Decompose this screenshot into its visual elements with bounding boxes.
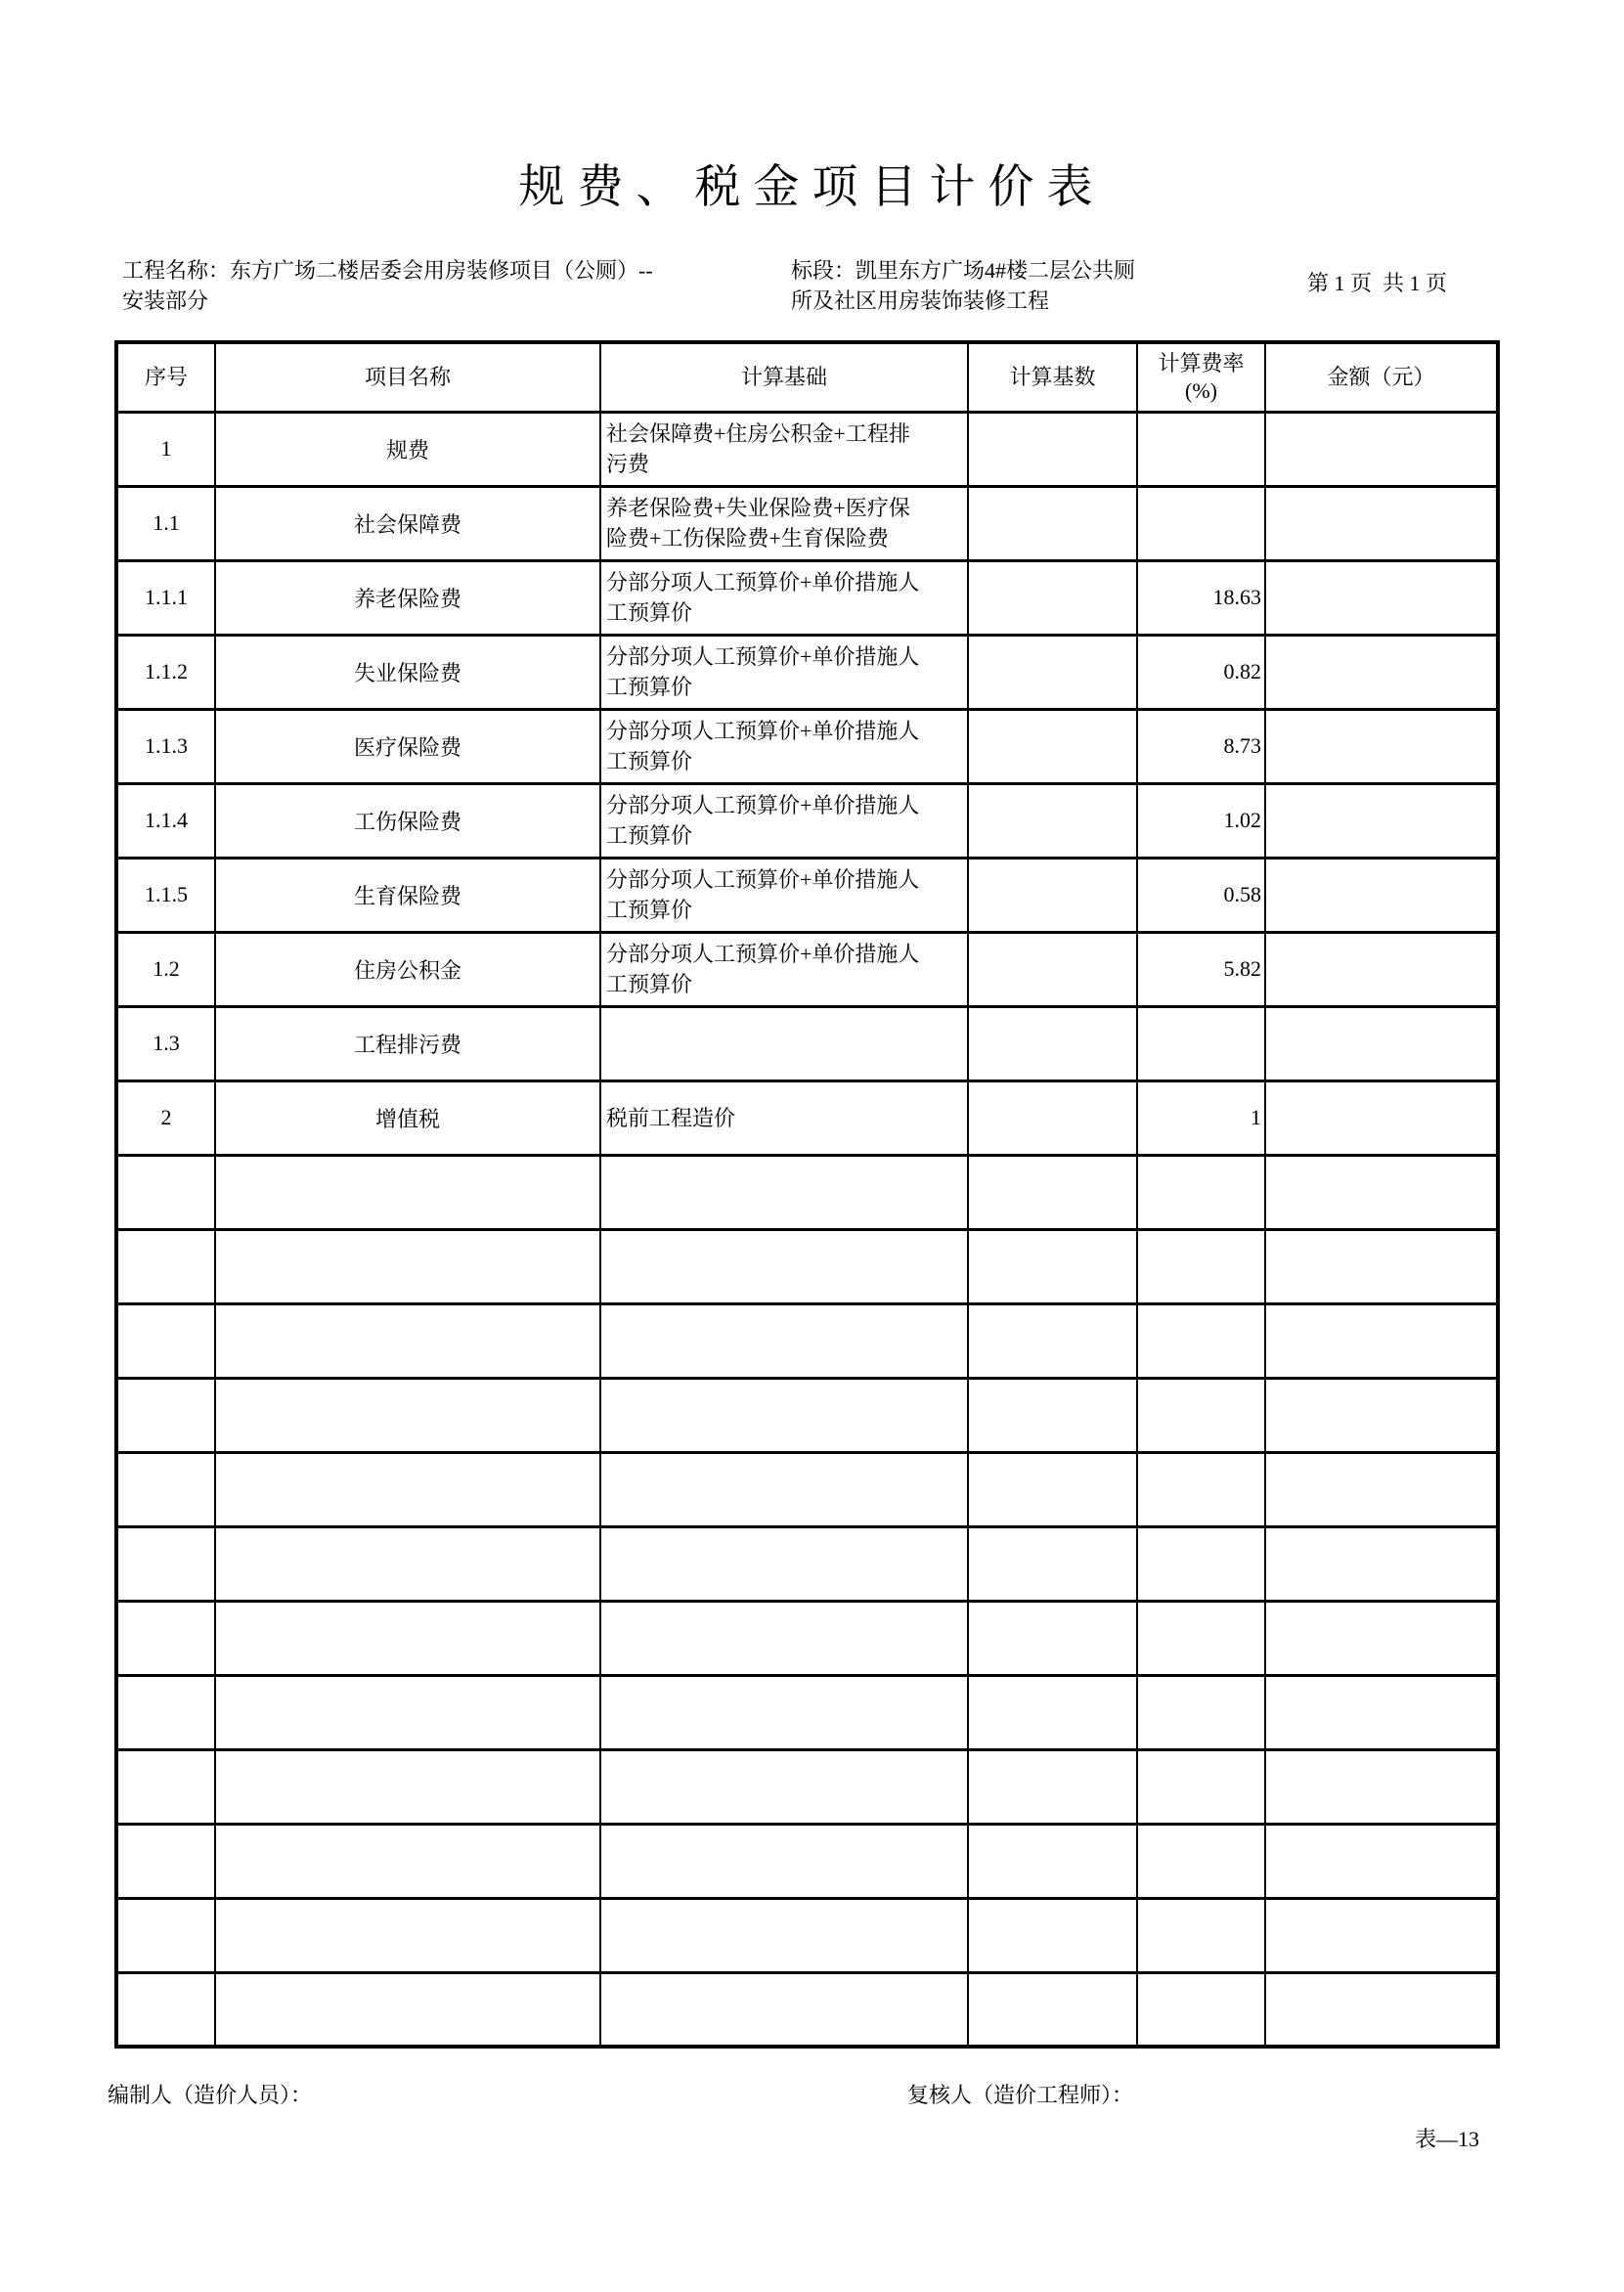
cell-calc-base: [968, 1824, 1137, 1898]
reviewer-label: 复核人（造价工程师）：: [907, 2083, 1134, 2107]
cell-calc-base: [968, 709, 1137, 783]
cell-seq-no: [116, 1972, 215, 2047]
cell-item-name: 社会保障费: [215, 486, 600, 560]
cell-seq-no: [116, 1601, 215, 1675]
cell-amount: [1265, 1080, 1498, 1155]
cell-item-name: 养老保险费: [215, 560, 600, 635]
table-row: [116, 1378, 1498, 1452]
cell-seq-no: [116, 1898, 215, 1972]
page-title: 规费、税金项目计价表: [518, 162, 1106, 213]
cell-amount: [1265, 1601, 1498, 1675]
table-row: [116, 1303, 1498, 1378]
cell-calc-base: [968, 858, 1137, 932]
fee-tax-pricing-table: [114, 340, 1500, 2049]
cell-rate: 0.82: [1137, 635, 1265, 709]
cell-calc-basis: [600, 932, 968, 1006]
cell-calc-base: [968, 1601, 1137, 1675]
cell-amount: [1265, 1526, 1498, 1601]
cell-rate: 18.63: [1137, 560, 1265, 635]
cell-calc-basis: [600, 783, 968, 858]
cell-calc-basis: [600, 560, 968, 635]
cell-calc-base: [968, 1006, 1137, 1080]
cell-calc-basis-text: 税前工程造价: [606, 1105, 736, 1130]
cell-item-name: [215, 1601, 600, 1675]
cell-seq-no: [116, 1452, 215, 1526]
cell-rate: 1.02: [1137, 783, 1265, 858]
table-row: [116, 1824, 1498, 1898]
cell-item-name: [215, 1229, 600, 1303]
cell-item-name: 医疗保险费: [215, 709, 600, 783]
cell-calc-base: [968, 1749, 1137, 1824]
table-row: [116, 1080, 1498, 1155]
table-body: [116, 412, 1498, 2047]
cell-item-name: [215, 1378, 600, 1452]
cell-item-name: [215, 1749, 600, 1824]
project-name-label: 工程名称：东方广场二楼居委会用房装修项目（公厕）--安装部分: [122, 258, 653, 313]
cell-seq-no: 1.1.4: [116, 783, 215, 858]
cell-calc-basis-text: 分部分项人工预算价+单价措施人工预算价: [606, 570, 920, 625]
cell-rate: [1137, 1749, 1265, 1824]
cell-item-name: [215, 1898, 600, 1972]
col-header-amount: 金额（元）: [1265, 342, 1498, 412]
cell-amount: [1265, 1155, 1498, 1229]
col-header-calc-basis: 计算基础: [600, 342, 968, 412]
cell-amount: [1265, 932, 1498, 1006]
cell-rate: 5.82: [1137, 932, 1265, 1006]
cell-amount: [1265, 412, 1498, 486]
cell-calc-basis-text: 分部分项人工预算价+单价措施人工预算价: [606, 942, 920, 996]
cell-amount: [1265, 709, 1498, 783]
table-row: [116, 1006, 1498, 1080]
cell-seq-no: 2: [116, 1080, 215, 1155]
cell-calc-base: [968, 412, 1137, 486]
cell-item-name: 规费: [215, 412, 600, 486]
cell-calc-base: [968, 1155, 1137, 1229]
cell-seq-no: [116, 1824, 215, 1898]
col-header-rate: [1137, 342, 1265, 412]
cell-seq-no: [116, 1303, 215, 1378]
cell-item-name: 工程排污费: [215, 1006, 600, 1080]
cell-calc-base: [968, 1378, 1137, 1452]
cell-item-name: 工伤保险费: [215, 783, 600, 858]
cell-calc-basis-text: 分部分项人工预算价+单价措施人工预算价: [606, 719, 920, 773]
cell-rate: [1137, 1378, 1265, 1452]
cell-calc-basis-text: 分部分项人工预算价+单价措施人工预算价: [606, 867, 920, 922]
table-row: [116, 1675, 1498, 1749]
cell-amount: [1265, 560, 1498, 635]
table-row: [116, 932, 1498, 1006]
table-row: [116, 412, 1498, 486]
cell-calc-basis: [600, 1601, 968, 1675]
cell-seq-no: 1.1.2: [116, 635, 215, 709]
cell-calc-base: [968, 783, 1137, 858]
col-header-calc-base: 计算基数: [968, 342, 1137, 412]
cell-amount: [1265, 1303, 1498, 1378]
cell-amount: [1265, 1749, 1498, 1824]
cell-item-name: [215, 1675, 600, 1749]
cell-calc-basis: [600, 858, 968, 932]
cell-calc-base: [968, 1898, 1137, 1972]
cell-seq-no: [116, 1749, 215, 1824]
table-row: [116, 635, 1498, 709]
cell-amount: [1265, 1824, 1498, 1898]
cell-calc-basis: [600, 1155, 968, 1229]
cell-seq-no: [116, 1675, 215, 1749]
cell-rate: [1137, 486, 1265, 560]
cell-calc-basis: [600, 1006, 968, 1080]
cell-rate: [1137, 1601, 1265, 1675]
table-row: [116, 486, 1498, 560]
cell-amount: [1265, 1229, 1498, 1303]
cell-amount: [1265, 1675, 1498, 1749]
section-name-label: 标段：凯里东方广场4#楼二层公共厕所及社区用房装饰装修工程: [791, 258, 1136, 313]
table-row: [116, 1898, 1498, 1972]
cell-calc-base: [968, 1229, 1137, 1303]
cell-rate: [1137, 1303, 1265, 1378]
cell-seq-no: 1: [116, 412, 215, 486]
table-header-row: [116, 342, 1498, 412]
cell-rate: [1137, 1006, 1265, 1080]
table-row: [116, 1972, 1498, 2047]
col-header-rate-label: 计算费率(%): [1158, 350, 1245, 403]
cell-calc-basis: [600, 412, 968, 486]
cell-seq-no: 1.1.3: [116, 709, 215, 783]
cell-calc-basis: [600, 1303, 968, 1378]
cell-amount: [1265, 1972, 1498, 2047]
cell-item-name: 生育保险费: [215, 858, 600, 932]
cell-item-name: 失业保险费: [215, 635, 600, 709]
cell-calc-basis: [600, 1526, 968, 1601]
cell-rate: [1137, 1229, 1265, 1303]
table-row: [116, 1229, 1498, 1303]
cell-seq-no: 1.1: [116, 486, 215, 560]
cell-calc-basis-text: 社会保障费+住房公积金+工程排污费: [606, 421, 910, 476]
col-header-seq-no: 序号: [116, 342, 215, 412]
cell-calc-basis-text: 分部分项人工预算价+单价措施人工预算价: [606, 644, 920, 699]
cell-amount: [1265, 858, 1498, 932]
cell-seq-no: [116, 1378, 215, 1452]
cell-calc-base: [968, 486, 1137, 560]
cell-calc-basis-text: 养老保险费+失业保险费+医疗保险费+工伤保险费+生育保险费: [606, 496, 910, 551]
cell-calc-basis: [600, 486, 968, 560]
cell-calc-basis: [600, 1898, 968, 1972]
cell-amount: [1265, 1898, 1498, 1972]
cell-calc-base: [968, 1972, 1137, 2047]
col-header-item-name: 项目名称: [215, 342, 600, 412]
table-row: [116, 1155, 1498, 1229]
cell-calc-base: [968, 560, 1137, 635]
cell-seq-no: 1.2: [116, 932, 215, 1006]
cell-calc-basis: [600, 709, 968, 783]
cell-item-name: [215, 1303, 600, 1378]
cell-calc-base: [968, 1526, 1137, 1601]
cell-calc-basis: [600, 1452, 968, 1526]
cell-calc-base: [968, 932, 1137, 1006]
cell-seq-no: [116, 1526, 215, 1601]
cell-calc-basis: [600, 1824, 968, 1898]
cell-item-name: [215, 1452, 600, 1526]
table-row: [116, 1526, 1498, 1601]
cell-calc-base: [968, 1303, 1137, 1378]
cell-rate: [1137, 1452, 1265, 1526]
table-row: [116, 1749, 1498, 1824]
cell-item-name: 增值税: [215, 1080, 600, 1155]
cell-amount: [1265, 783, 1498, 858]
table-row: [116, 1452, 1498, 1526]
cell-rate: [1137, 412, 1265, 486]
cell-seq-no: [116, 1229, 215, 1303]
page-indicator: 第 1 页 共 1 页: [1307, 271, 1448, 295]
cell-rate: [1137, 1526, 1265, 1601]
table-header: [116, 342, 1498, 412]
table-row: [116, 709, 1498, 783]
cell-seq-no: 1.1.5: [116, 858, 215, 932]
cell-calc-basis: [600, 1378, 968, 1452]
cell-calc-basis: [600, 1229, 968, 1303]
cell-calc-basis: [600, 1080, 968, 1155]
cell-rate: [1137, 1972, 1265, 2047]
cell-calc-basis: [600, 1972, 968, 2047]
cell-rate: 0.58: [1137, 858, 1265, 932]
form-number: 表—13: [1415, 2127, 1480, 2151]
cell-rate: 8.73: [1137, 709, 1265, 783]
cell-amount: [1265, 635, 1498, 709]
cell-seq-no: 1.1.1: [116, 560, 215, 635]
cell-calc-basis: [600, 1749, 968, 1824]
cell-rate: [1137, 1675, 1265, 1749]
cell-amount: [1265, 1006, 1498, 1080]
table-row: [116, 783, 1498, 858]
cell-seq-no: 1.3: [116, 1006, 215, 1080]
cell-item-name: [215, 1155, 600, 1229]
cell-calc-base: [968, 635, 1137, 709]
cell-rate: [1137, 1824, 1265, 1898]
table-row: [116, 858, 1498, 932]
preparer-label: 编制人（造价人员）：: [108, 2083, 313, 2107]
cell-amount: [1265, 486, 1498, 560]
cell-amount: [1265, 1378, 1498, 1452]
cell-rate: 1: [1137, 1080, 1265, 1155]
cell-seq-no: [116, 1155, 215, 1229]
table-row: [116, 560, 1498, 635]
cell-calc-basis-text: 分部分项人工预算价+单价措施人工预算价: [606, 793, 920, 848]
cell-item-name: [215, 1824, 600, 1898]
cell-calc-basis: [600, 635, 968, 709]
cell-item-name: [215, 1972, 600, 2047]
table-row: [116, 1601, 1498, 1675]
cell-item-name: 住房公积金: [215, 932, 600, 1006]
cell-calc-base: [968, 1675, 1137, 1749]
cell-item-name: [215, 1526, 600, 1601]
cell-rate: [1137, 1898, 1265, 1972]
cell-calc-basis: [600, 1675, 968, 1749]
cell-amount: [1265, 1452, 1498, 1526]
cell-calc-base: [968, 1452, 1137, 1526]
cell-calc-base: [968, 1080, 1137, 1155]
cell-rate: [1137, 1155, 1265, 1229]
